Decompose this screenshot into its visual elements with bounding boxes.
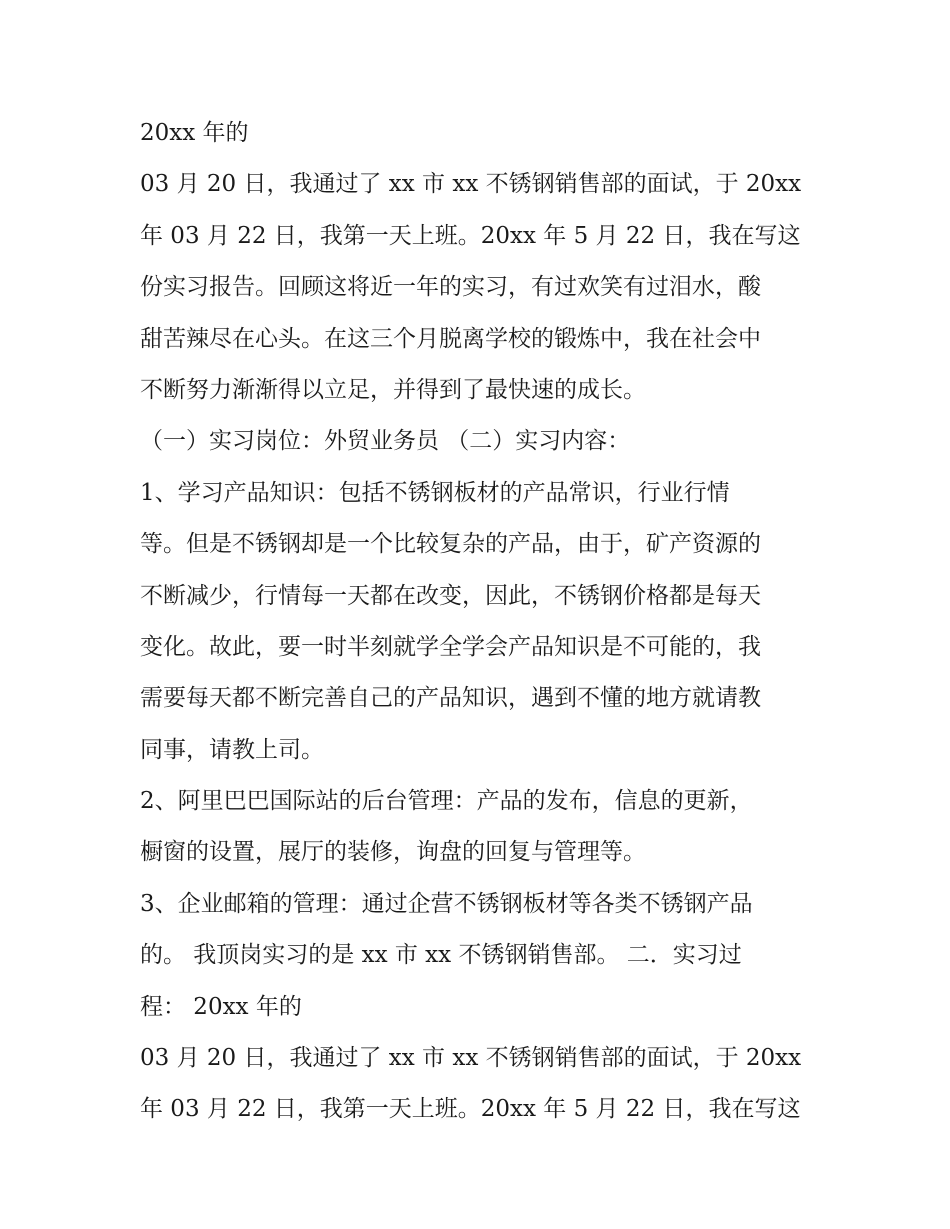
text-line: 03 月 20 日，我通过了 xx 市 xx 不锈钢销售部的面试，于 20xx xyxy=(140,1045,802,1072)
text-line: 等。但是不锈钢却是一个比较复杂的产品，由于，矿产资源的 xyxy=(140,531,761,558)
text-line: 变化。故此，要一时半刻就学全学会产品知识是不可能的，我 xyxy=(140,633,761,660)
text-line: 2、阿里巴巴国际站的后台管理：产品的发布，信息的更新， xyxy=(140,788,753,815)
text-line: 程： 20xx 年的 xyxy=(140,993,302,1020)
text-line: 03 月 20 日，我通过了 xx 市 xx 不锈钢销售部的面试，于 20xx xyxy=(140,171,802,198)
text-line: 20xx 年的 xyxy=(140,120,249,146)
document-body xyxy=(140,108,820,1136)
text-line: 1、学习产品知识：包括不锈钢板材的产品常识，行业行情 xyxy=(140,479,730,506)
text-line: 同事，请教上司。 xyxy=(140,736,324,763)
text-line: 甜苦辣尽在心头。在这三个月脱离学校的锻炼中，我在社会中 xyxy=(140,325,761,352)
text-line: 橱窗的设置，展厅的装修，询盘的回复与管理等。 xyxy=(140,839,646,866)
text-line: 的。 我顶岗实习的是 xx 市 xx 不锈钢销售部。 二．实习过 xyxy=(140,942,742,969)
text-line: 不断减少，行情每一天都在改变，因此，不锈钢价格都是每天 xyxy=(140,582,761,609)
text-line: 不断努力渐渐得以立足，并得到了最快速的成长。 xyxy=(140,376,646,403)
text-line: （一）实习岗位：外贸业务员 （二）实习内容： xyxy=(140,428,631,455)
text-line: 年 03 月 22 日，我第一天上班。20xx 年 5 月 22 日，我在写这 xyxy=(140,222,801,249)
text-line: 需要每天都不断完善自己的产品知识，遇到不懂的地方就请教 xyxy=(140,685,761,712)
text-line: 年 03 月 22 日，我第一天上班。20xx 年 5 月 22 日，我在写这 xyxy=(140,1096,801,1123)
text-line: 3、企业邮箱的管理：通过企营不锈钢板材等各类不锈钢产品 xyxy=(140,890,753,917)
text-line: 份实习报告。回顾这将近一年的实习，有过欢笑有过泪水，酸 xyxy=(140,274,761,301)
